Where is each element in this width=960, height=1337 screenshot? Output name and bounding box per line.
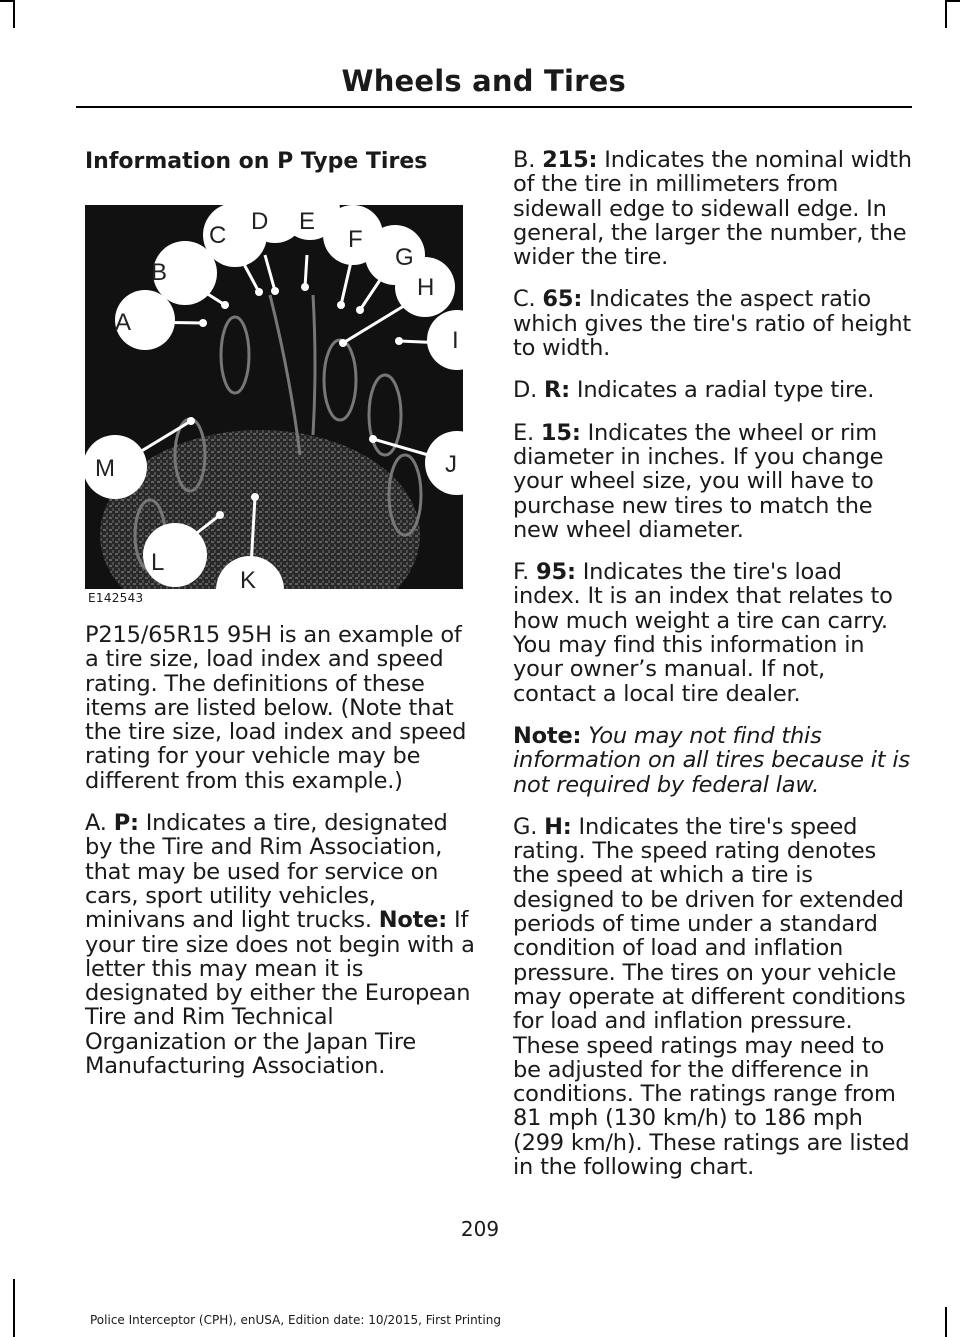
note-paragraph [513, 724, 913, 797]
figure-label-e: E [299, 208, 316, 235]
definition-a [85, 811, 480, 1078]
figure-label-h: H [417, 274, 435, 301]
crop-mark [13, 1279, 15, 1337]
page-number: 209 [460, 1217, 500, 1241]
definition-a-note-label: Note: [378, 907, 448, 934]
definition-b-text: Indicates the nominal width of the tire in millimeters from sidewall edge to sidewall edge. In general, the larger the number, the wider the tire. [513, 147, 912, 271]
figure-label-i: I [452, 327, 459, 354]
note-text: You may not find this information on all tires because it is not required by federal law. [513, 722, 910, 798]
left-column-body [85, 623, 480, 1096]
definition-c-term: 65: [542, 286, 583, 313]
left-column [85, 148, 480, 176]
definition-d-term: R: [544, 377, 570, 404]
figure-label-g: G [395, 244, 414, 271]
note-label: Note: [513, 722, 582, 749]
definition-c-text: Indicates the aspect ratio which gives the tire's ratio of height to width. [513, 286, 912, 362]
header-divider [76, 106, 912, 108]
definition-d-prefix: D. [513, 377, 538, 404]
definition-a-note-text: If your tire size does not begin with a letter this may mean it is designated by either the European Tire and Rim Technical Organization or the Japan Tire Manufacturing Association. [85, 907, 475, 1080]
figure-label-c: C [209, 222, 227, 249]
definition-c [513, 287, 913, 360]
definition-g-prefix: G. [513, 813, 538, 840]
figure-label-j: J [445, 451, 457, 478]
intro-paragraph: P215/65R15 95H is an example of a tire size, load index and speed rating. The definitions of these items are listed below. (Note that the tire size, load index and speed rating for your vehicle may be different from this example.) [85, 622, 467, 794]
definition-d-text: Indicates a radial type tire. [576, 377, 875, 404]
figure-label-b: B [151, 259, 168, 286]
crop-mark [945, 0, 947, 28]
figure-code: E142543 [88, 591, 144, 605]
definition-e-term: 15: [540, 419, 581, 446]
figure-label-k: K [240, 567, 257, 589]
definition-e-prefix: E. [513, 419, 534, 446]
definition-g-term: H: [544, 813, 572, 840]
definition-a-prefix: A. [85, 810, 107, 837]
section-title: Information on P Type Tires [85, 149, 428, 174]
page-title: Wheels and Tires [341, 64, 626, 98]
right-column [513, 148, 913, 1197]
tire-sidewall-figure [85, 205, 463, 589]
figure-label-f: F [348, 226, 363, 253]
definition-b [513, 148, 913, 269]
figure-label-a: A [115, 309, 132, 336]
definition-g [513, 815, 913, 1179]
crop-mark [947, 0, 960, 2]
definition-f-text: Indicates the tire's load index. It is an index that relates to how much weight a tire can carry. You may find this information in your owner’s manual. If not, contact a local tire dealer. [513, 559, 893, 707]
definition-e-text: Indicates the wheel or rim diameter in inches. If you change your wheel size, you will have to purchase new tires to match the new wheel diameter. [513, 419, 884, 543]
definition-a-text: Indicates a tire, designated by the Tire and Rim Association, that may be used for service on cars, sport utility vehicles, minivans and light trucks. [85, 810, 448, 934]
crop-mark [13, 0, 15, 28]
definition-b-term: 215: [542, 147, 598, 173]
figure-label-m: M [95, 455, 115, 482]
definition-f-term: 95: [536, 559, 576, 586]
crop-mark [0, 0, 13, 2]
definition-c-prefix: C. [513, 286, 536, 313]
tire-illustration [85, 205, 463, 589]
definition-f [513, 560, 913, 706]
edition-footer: Police Interceptor (CPH), enUSA, Edition date: 10/2015, First Printing [90, 1313, 501, 1327]
crop-mark [945, 1307, 947, 1337]
definition-f-prefix: F. [513, 559, 530, 586]
figure-label-l: L [151, 549, 165, 576]
definition-d [513, 378, 913, 402]
definition-b-prefix: B. [513, 147, 536, 173]
definition-g-text: Indicates the tire's speed rating. The speed rating denotes the speed at which a tire is designed to be driven for extended periods of time under a standard condition of load and inflation pressure. The tires on your vehicle may operate at different conditions for load and inflation pressure. These speed ratings may need to be adjusted for the difference in conditions. The ratings range from 81 mph (130 km/h) to 186 mph (299 km/h). These ratings are listed in the following chart. [513, 813, 910, 1180]
definition-e [513, 421, 913, 542]
definition-a-term: P: [113, 810, 139, 837]
figure-label-d: D [251, 208, 269, 235]
